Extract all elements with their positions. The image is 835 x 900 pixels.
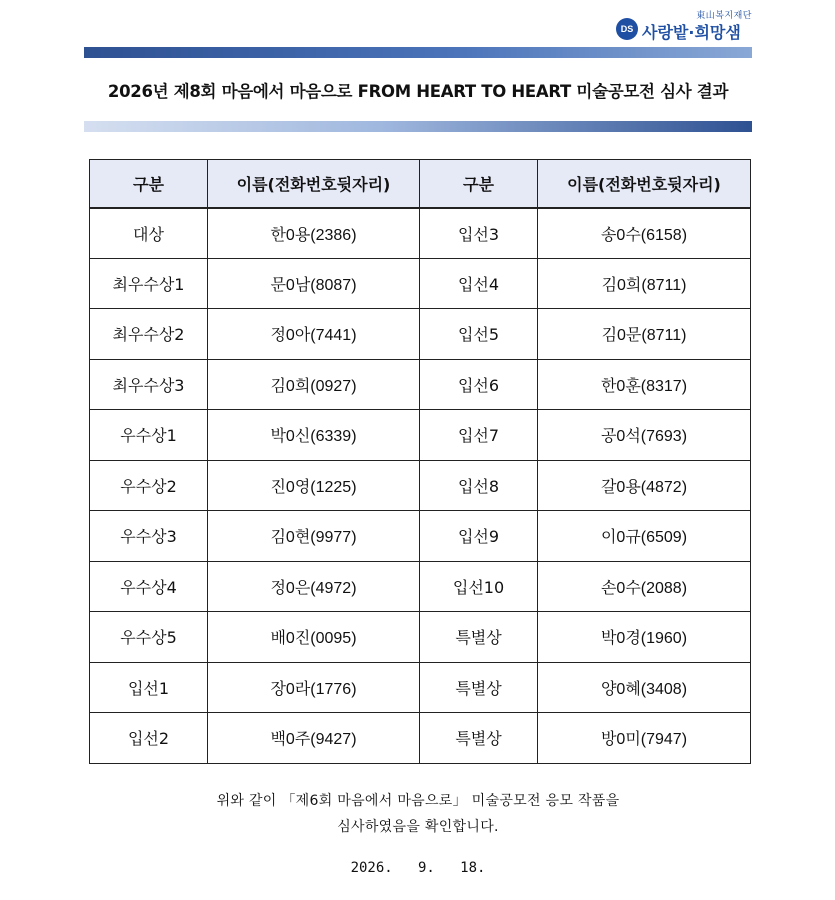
award-cell: 입선2 xyxy=(90,713,208,764)
name-cell: 송0수(6158) xyxy=(538,208,751,259)
table-row xyxy=(90,561,751,612)
confirmation-note xyxy=(84,788,752,840)
award-cell: 특별상 xyxy=(420,662,538,713)
note-line-1: 위와 같이 「제6회 마음에서 마음으로」 미술공모전 응모 작품을 xyxy=(216,793,620,809)
name-cell: 장0라(1776) xyxy=(208,662,420,713)
name-cell: 정0아(7441) xyxy=(208,309,420,360)
name-cell: 박0경(1960) xyxy=(538,612,751,663)
award-cell: 입선7 xyxy=(420,410,538,461)
name-cell: 손0수(2088) xyxy=(538,561,751,612)
award-cell: 최우수상2 xyxy=(90,309,208,360)
table-row xyxy=(90,309,751,360)
award-cell: 입선3 xyxy=(420,208,538,259)
table-row xyxy=(90,359,751,410)
award-cell: 입선5 xyxy=(420,309,538,360)
name-cell: 배0진(0095) xyxy=(208,612,420,663)
name-cell: 김0현(9977) xyxy=(208,511,420,562)
name-cell: 방0미(7947) xyxy=(538,713,751,764)
table-row xyxy=(90,713,751,764)
name-cell: 한0훈(8317) xyxy=(538,359,751,410)
document-date: 2026. 9. 18. xyxy=(350,860,486,876)
name-cell: 진0영(1225) xyxy=(208,460,420,511)
name-cell: 김0문(8711) xyxy=(538,309,751,360)
note-line-2: 심사하였음을 확인합니다. xyxy=(337,819,499,835)
table-row xyxy=(90,612,751,663)
table-row xyxy=(90,511,751,562)
table-row xyxy=(90,258,751,309)
award-cell: 특별상 xyxy=(420,612,538,663)
name-cell: 박0신(6339) xyxy=(208,410,420,461)
table-row xyxy=(90,460,751,511)
name-cell: 문0남(8087) xyxy=(208,258,420,309)
table-row xyxy=(90,410,751,461)
header-award-left: 구분 xyxy=(90,160,208,208)
award-cell: 입선8 xyxy=(420,460,538,511)
table-row xyxy=(90,208,751,259)
award-cell: 우수상3 xyxy=(90,511,208,562)
logo-org-name: 東山복지재단 xyxy=(696,11,752,21)
name-cell: 갈0용(4872) xyxy=(538,460,751,511)
results-table xyxy=(89,159,751,764)
name-cell: 양0혜(3408) xyxy=(538,662,751,713)
logo-mark-icon: DS xyxy=(616,18,638,40)
award-cell: 입선4 xyxy=(420,258,538,309)
header-name-left: 이름(전화번호뒷자리) xyxy=(208,160,420,208)
name-cell: 김0희(0927) xyxy=(208,359,420,410)
award-cell: 최우수상3 xyxy=(90,359,208,410)
name-cell: 백0주(9427) xyxy=(208,713,420,764)
award-cell: 특별상 xyxy=(420,713,538,764)
award-cell: 입선6 xyxy=(420,359,538,410)
title-decorative-bar xyxy=(84,121,752,132)
name-cell: 김0희(8711) xyxy=(538,258,751,309)
logo-name: 사랑밭·희망샘 xyxy=(642,23,741,42)
document-title: 2026년 제8회 마음에서 마음으로 FROM HEART TO HEART 미술공모전 심사 결과 xyxy=(107,82,729,101)
name-cell: 공0석(7693) xyxy=(538,410,751,461)
header-decorative-bar xyxy=(84,47,752,58)
header-award-right: 구분 xyxy=(420,160,538,208)
award-cell: 우수상4 xyxy=(90,561,208,612)
table-row xyxy=(90,662,751,713)
foundation-logo xyxy=(612,8,752,42)
award-cell: 최우수상1 xyxy=(90,258,208,309)
award-cell: 입선9 xyxy=(420,511,538,562)
name-cell: 한0용(2386) xyxy=(208,208,420,259)
award-cell: 우수상2 xyxy=(90,460,208,511)
name-cell: 정0은(4972) xyxy=(208,561,420,612)
name-cell: 이0규(6509) xyxy=(538,511,751,562)
award-cell: 입선1 xyxy=(90,662,208,713)
award-cell: 우수상1 xyxy=(90,410,208,461)
header-name-right: 이름(전화번호뒷자리) xyxy=(538,160,751,208)
results-table-body xyxy=(90,208,751,764)
award-cell: 우수상5 xyxy=(90,612,208,663)
award-cell: 대상 xyxy=(90,208,208,259)
table-header-row xyxy=(90,160,751,208)
award-cell: 입선10 xyxy=(420,561,538,612)
